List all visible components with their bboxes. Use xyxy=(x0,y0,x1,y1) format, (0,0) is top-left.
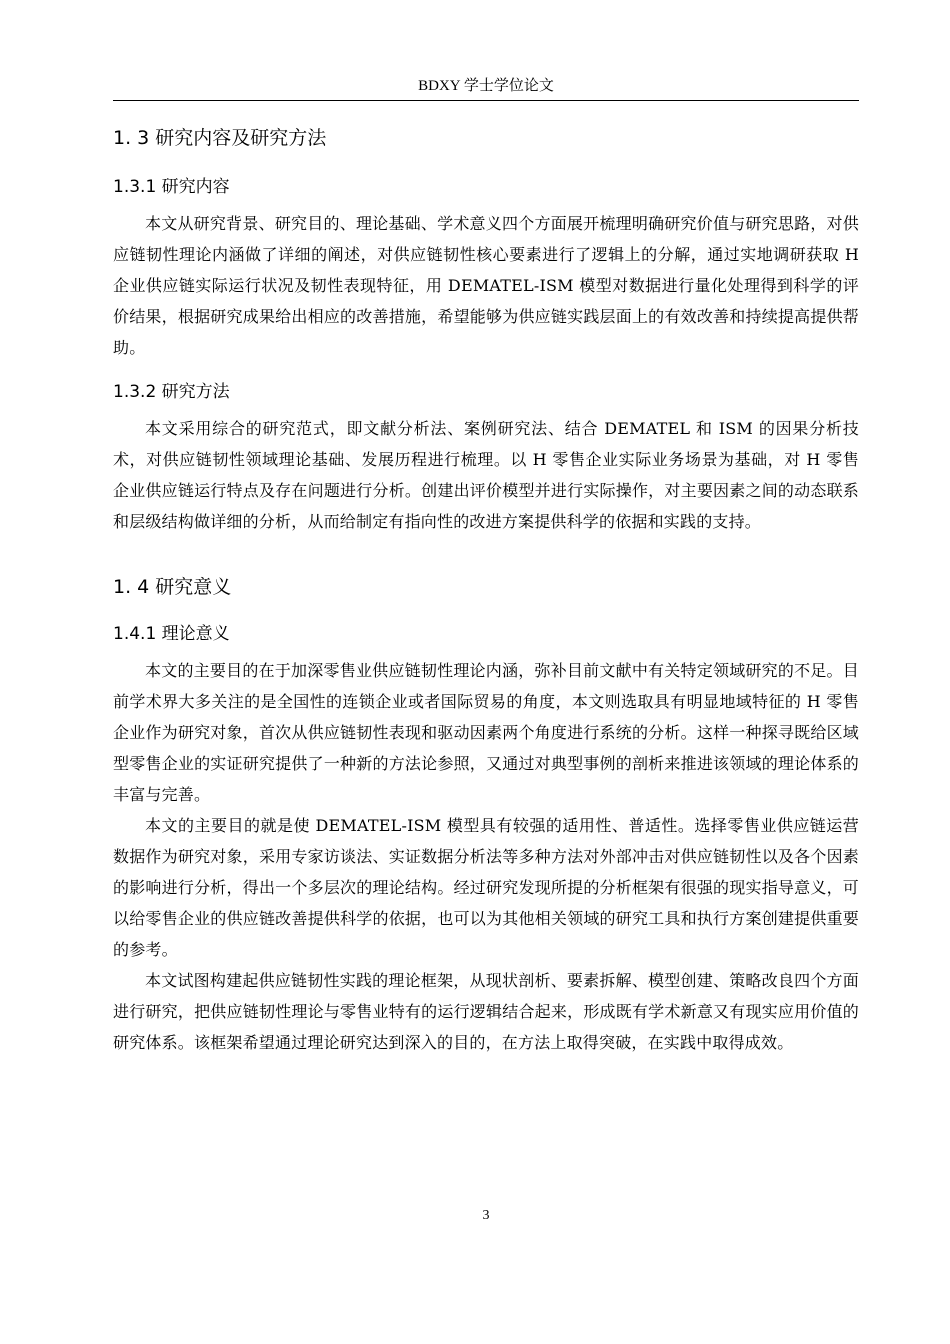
subsection-title-1-4-1: 1.4.1 理论意义 xyxy=(113,624,230,644)
subsection-title-1-3-1: 1.3.1 研究内容 xyxy=(113,177,230,197)
page-number: 3 xyxy=(482,1208,490,1223)
section-title-1-4: 1. 4 研究意义 xyxy=(113,576,232,598)
subsection-title-1-3-2: 1.3.2 研究方法 xyxy=(113,382,230,402)
paragraph-1-4-1-a: 本文的主要目的在于加深零售业供应链韧性理论内涵，弥补目前文献中有关特定领域研究的不足。目前学术界大多关注的是全国性的连锁企业或者国际贸易的角度，本文则选取具有明显地域特征的 H 零售企业作为研究对象，首次从供应链韧性表现和驱动因素两个角度进行系统的分析。这样一种探寻既给区域型零售企业的实证研究提供了一种新的方法论参照，又通过对典型事例的剖析来推进该领域的理论体系的丰富与完善。 xyxy=(113,661,859,804)
section-title-1-3: 1. 3 研究内容及研究方法 xyxy=(113,127,327,149)
page-content xyxy=(113,122,859,1058)
paragraph-1-3-2: 本文采用综合的研究范式，即文献分析法、案例研究法、结合 DEMATEL 和 ISM 的因果分析技术，对供应链韧性领域理论基础、发展历程进行梳理。以 H 零售企业实际业务场景为基础，对 H 零售企业供应链运行特点及存在问题进行分析。创建出评价模型并进行实际操作，对主要因素之间的动态联系和层级结构做详细的分析，从而给制定有指向性的改进方案提供科学的依据和实践的支持。 xyxy=(113,419,859,531)
header-rule xyxy=(113,100,859,101)
paragraph-1-4-1-c: 本文试图构建起供应链韧性实践的理论框架，从现状剖析、要素拆解、模型创建、策略改良四个方面进行研究，把供应链韧性理论与零售业特有的运行逻辑结合起来，形成既有学术新意又有现实应用价值的研究体系。该框架希望通过理论研究达到深入的目的，在方法上取得突破，在实践中取得成效。 xyxy=(113,971,859,1052)
paragraph-1-4-1-b: 本文的主要目的就是使 DEMATEL-ISM 模型具有较强的适用性、普适性。选择零售业供应链运营数据作为研究对象，采用专家访谈法、实证数据分析法等多种方法对外部冲击对供应链韧性以及各个因素的影响进行分析，得出一个多层次的理论结构。经过研究发现所提的分析框架有很强的现实指导意义，可以给零售企业的供应链改善提供科学的依据，也可以为其他相关领域的研究工具和执行方案创建提供重要的参考。 xyxy=(113,816,859,959)
running-header: BDXY 学士学位论文 xyxy=(418,78,554,94)
paragraph-1-3-1: 本文从研究背景、研究目的、理论基础、学术意义四个方面展开梳理明确研究价值与研究思路，对供应链韧性理论内涵做了详细的阐述，对供应链韧性核心要素进行了逻辑上的分解，通过实地调研获取 H 企业供应链实际运行状况及韧性表现特征，用 DEMATEL-ISM 模型对数据进行量化处理得到科学的评价结果，根据研究成果给出相应的改善措施，希望能够为供应链实践层面上的有效改善和持续提高提供帮助。 xyxy=(113,214,859,357)
